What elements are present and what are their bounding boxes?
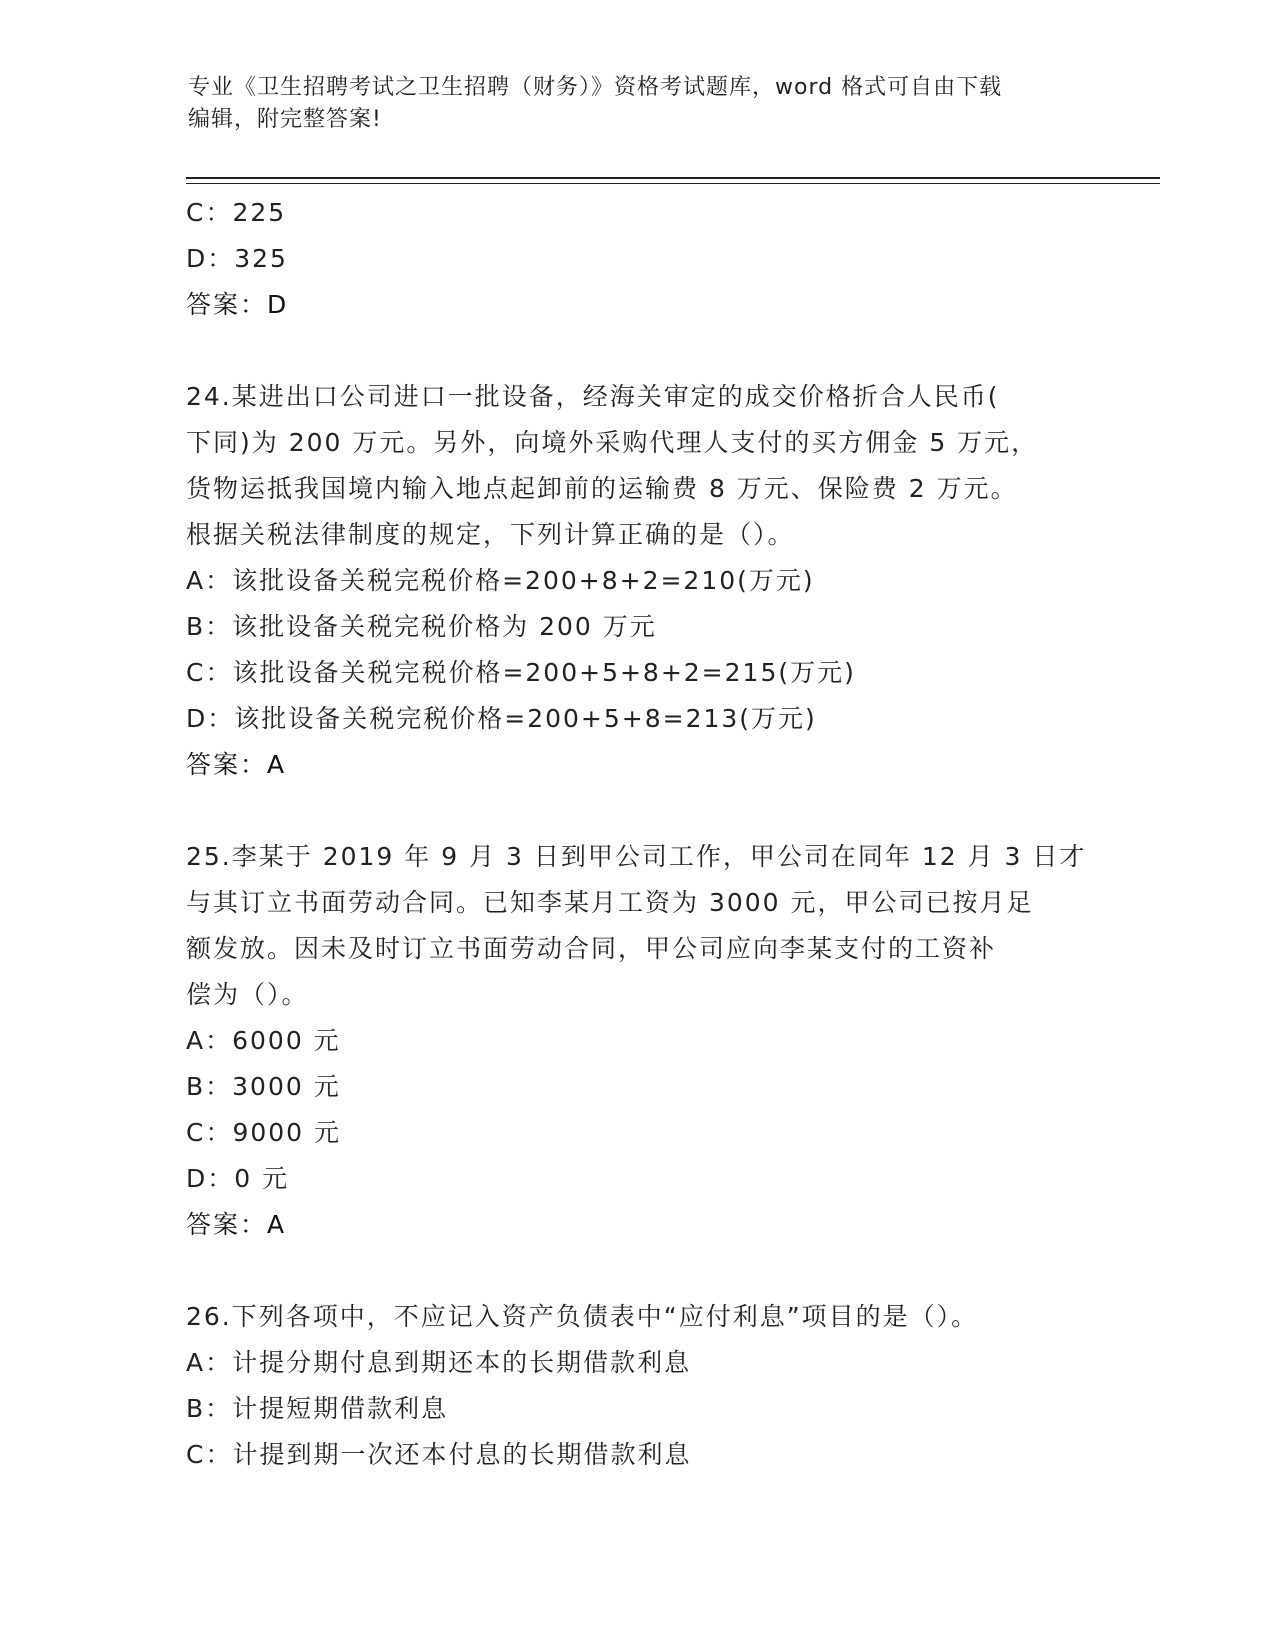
- q25-stem-line-1: 25.李某于 2019 年 9 月 3 日到甲公司工作，甲公司在同年 12 月 3 日才: [186, 842, 1087, 871]
- q26-option-b: B：计提短期借款利息: [186, 1394, 449, 1423]
- spacer: [186, 1248, 1086, 1294]
- q25-option-a: A：6000 元: [186, 1026, 341, 1055]
- q24-option-d: D：该批设备关税完税价格=200+5+8=213(万元): [186, 704, 817, 733]
- spacer: [186, 328, 1086, 374]
- q25-stem-line-2: 与其订立书面劳动合同。已知李某月工资为 3000 元，甲公司已按月足: [186, 888, 1034, 917]
- q25-option-b: B：3000 元: [186, 1072, 341, 1101]
- q24-answer: 答案：A: [186, 750, 287, 779]
- q25-stem-line-3: 额发放。因未及时订立书面劳动合同，甲公司应向李某支付的工资补: [186, 934, 997, 963]
- page-header: [188, 72, 1088, 136]
- question-23-remainder: [186, 190, 1086, 328]
- q24-option-b: B：该批设备关税完税价格为 200 万元: [186, 612, 657, 641]
- question-26: [186, 1294, 1086, 1478]
- question-24: [186, 374, 1086, 788]
- q24-stem-line-3: 货物运抵我国境内输入地点起卸前的运输费 8 万元、保险费 2 万元。: [186, 474, 1018, 503]
- header-line-1: 专业《卫生招聘考试之卫生招聘（财务）》资格考试题库，word 格式可自由下载: [188, 75, 1003, 100]
- q23-answer: 答案：D: [186, 290, 289, 319]
- q25-stem-line-4: 偿为（）。: [186, 980, 309, 1009]
- q24-stem-line-4: 根据关税法律制度的规定，下列计算正确的是（）。: [186, 520, 795, 549]
- q26-option-c: C：计提到期一次还本付息的长期借款利息: [186, 1440, 692, 1469]
- q23-option-c: C：225: [186, 198, 287, 227]
- header-line-2: 编辑，附完整答案!: [188, 107, 382, 132]
- q26-option-a: A：计提分期付息到期还本的长期借款利息: [186, 1348, 692, 1377]
- q24-stem-line-2: 下同)为 200 万元。另外，向境外采购代理人支付的买方佣金 5 万元，: [186, 428, 1039, 457]
- question-content: [186, 190, 1086, 1478]
- q25-option-c: C：9000 元: [186, 1118, 342, 1147]
- q26-stem-line-1: 26.下列各项中，不应记入资产负债表中“应付利息”项目的是（）。: [186, 1302, 979, 1331]
- q23-option-d: D：325: [186, 244, 288, 273]
- q24-option-c: C：该批设备关税完税价格=200+5+8+2=215(万元): [186, 658, 856, 687]
- q25-answer: 答案：A: [186, 1210, 287, 1239]
- q24-stem-line-1: 24.某进出口公司进口一批设备，经海关审定的成交价格折合人民币(: [186, 382, 1000, 411]
- q24-option-a: A：该批设备关税完税价格=200+8+2=210(万元): [186, 566, 815, 595]
- header-rule-thin: [186, 183, 1160, 184]
- spacer: [186, 788, 1086, 834]
- header-rule-thick: [186, 177, 1160, 179]
- question-25: [186, 834, 1086, 1248]
- q25-option-d: D：0 元: [186, 1164, 290, 1193]
